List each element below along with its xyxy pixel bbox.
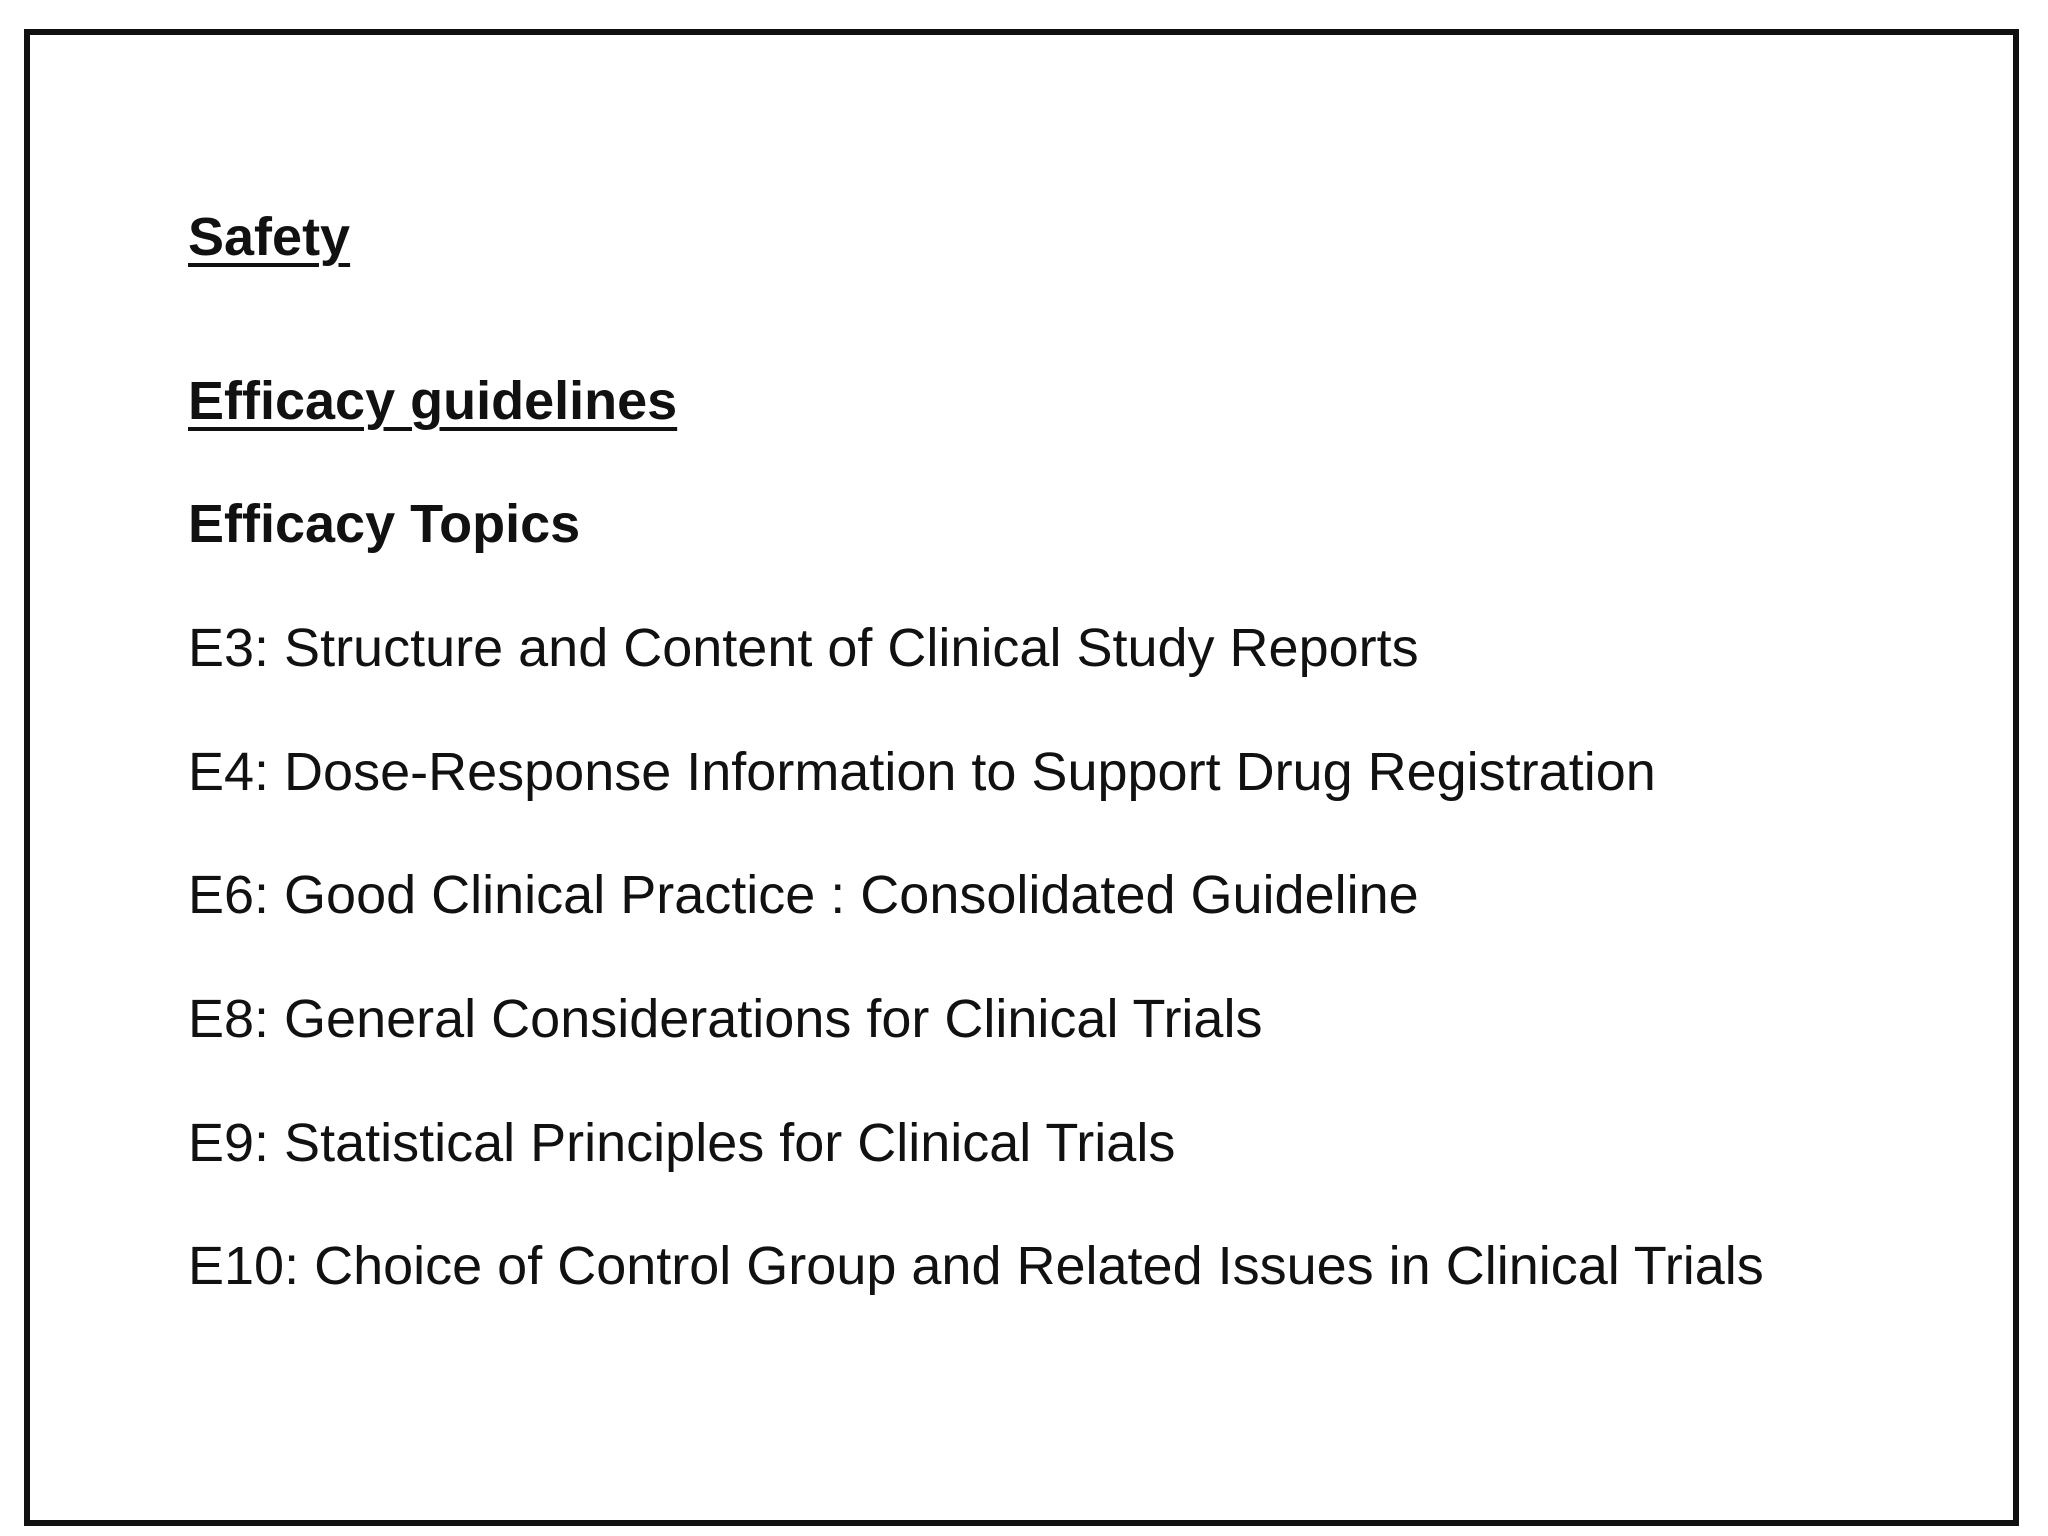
- section-title: Efficacy Topics: [188, 494, 581, 554]
- list-item-e4: E4: Dose-Response Information to Support Drug Registration: [188, 742, 1656, 802]
- list-item-e9: E9: Statistical Principles for Clinical Trials: [188, 1113, 1176, 1173]
- list-item-e3: E3: Structure and Content of Clinical Study Reports: [188, 618, 1419, 678]
- efficacy-guidelines-link[interactable]: Efficacy guidelines: [188, 371, 678, 431]
- document-frame: [24, 29, 2019, 1526]
- list-item-e6: E6: Good Clinical Practice : Consolidated Guideline: [188, 865, 1419, 925]
- list-item-e10: E10: Choice of Control Group and Related Issues in Clinical Trials: [188, 1236, 1764, 1296]
- list-item-e8: E8: General Considerations for Clinical Trials: [188, 989, 1263, 1049]
- safety-link[interactable]: Safety: [188, 207, 351, 267]
